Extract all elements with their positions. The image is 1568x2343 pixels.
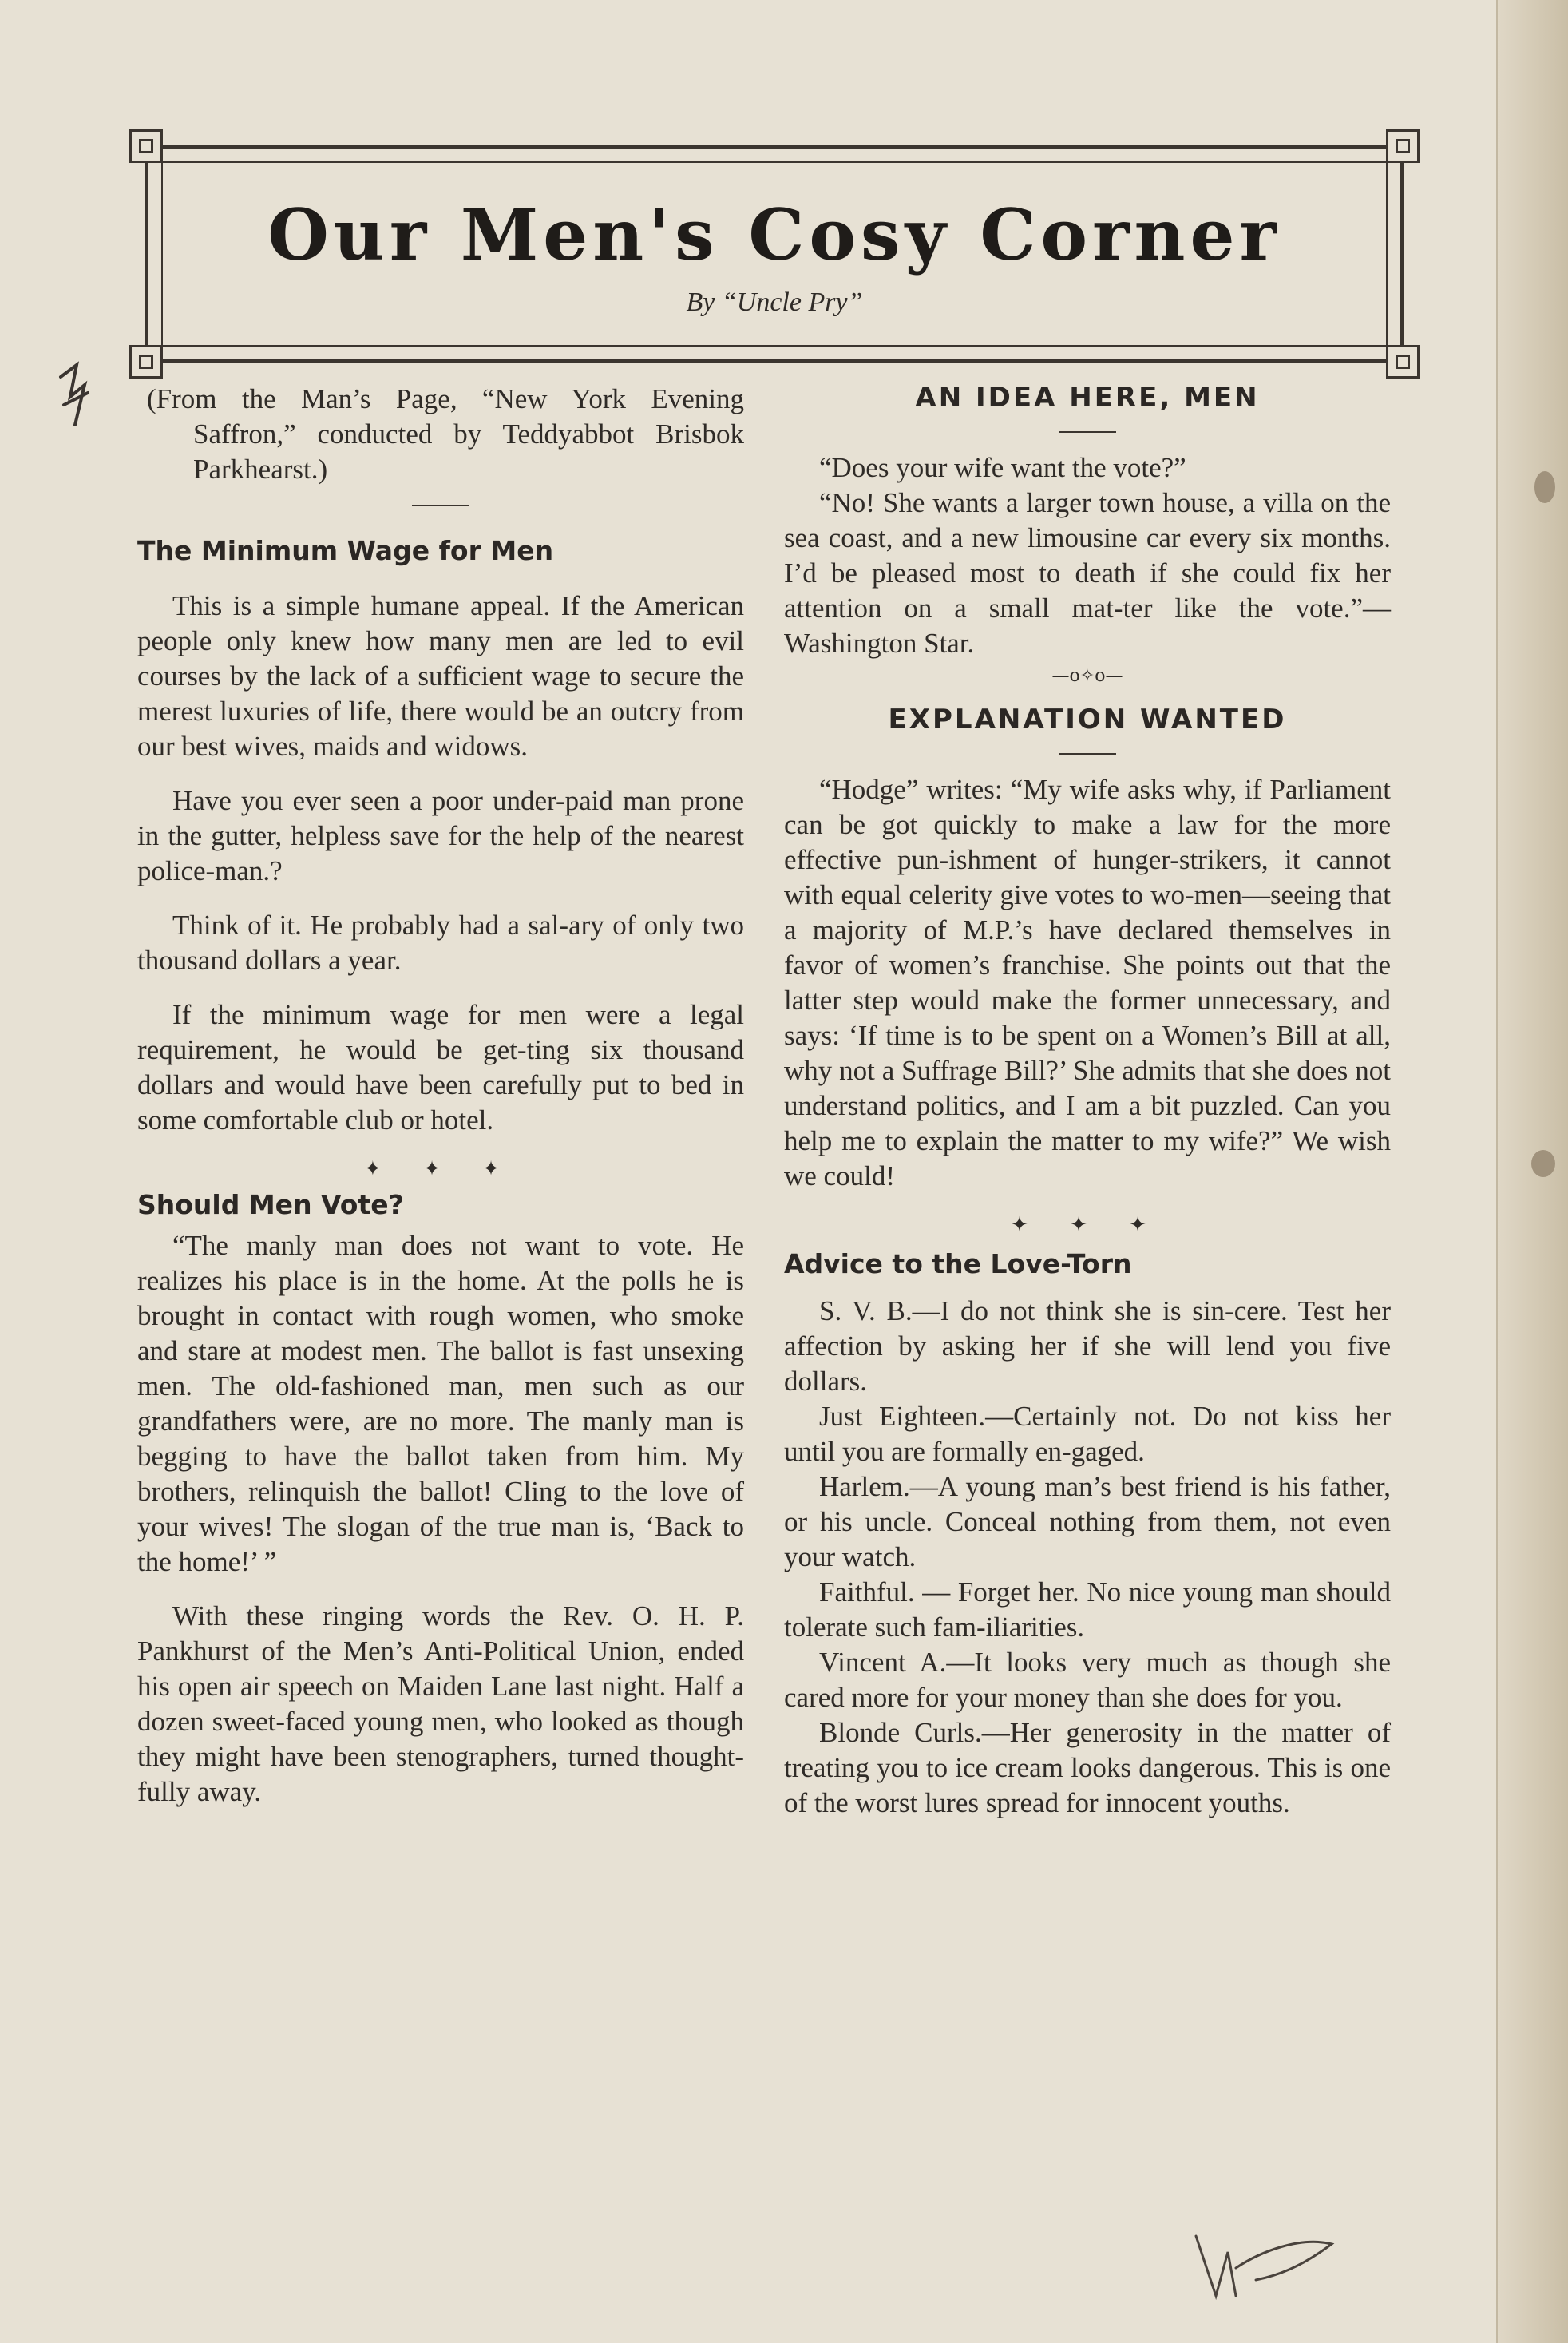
corner-ornament [1386, 129, 1420, 163]
page-edge [1496, 0, 1568, 2343]
masthead-frame [145, 145, 1404, 363]
section-title-minimum-wage: The Minimum Wage for Men [137, 535, 554, 566]
corner-ornament [129, 129, 163, 163]
section-rule [412, 505, 469, 506]
section-ornament: ✦ ✦ ✦ [1011, 1213, 1164, 1237]
mini-ornament: —o✧o— [1051, 666, 1123, 686]
paragraph: Have you ever seen a poor under-paid man prone in the gutter, helpless save for the help of the nearest police-man.? [137, 785, 744, 886]
section-ornament: ✦ ✦ ✦ [364, 1157, 517, 1181]
right-column [784, 382, 1391, 1821]
advice-item: Vincent A.—It looks very much as though she cared more for your money than she does for you. [784, 1647, 1391, 1713]
source-note: (From the Man’s Page, “New York Evening Saffron,” conducted by Teddyabbot Brisbok Parkhearst.) [147, 383, 744, 485]
paragraph: “The manly man does not want to vote. He realizes his place is in the home. At the polls he is brought in contact with rough women, who smoke and stare at modest men. The ballot is fast unsexing men. The old-fashioned man, men such as our grandfathers were, are no more. The manly man is begging to have the ballot taken from him. My brothers, relinquish the ballot! Cling to the love of your wives! The slogan of the true man is, ‘Back to the home!’ ” [137, 1230, 744, 1577]
section-title-advice: Advice to the Love-Torn [784, 1248, 1132, 1279]
section-title-explanation-wanted: EXPLANATION WANTED [888, 704, 1287, 735]
advice-item: Faithful. — Forget her. No nice young man should tolerate such fam-iliarities. [784, 1576, 1391, 1643]
byline: By “Uncle Pry” [686, 287, 863, 317]
paragraph: “Does your wife want the vote?” [819, 452, 1186, 483]
handwritten-mark [53, 361, 93, 449]
section-rule [1059, 753, 1116, 755]
handwritten-signature [1180, 2220, 1348, 2308]
left-column [137, 382, 744, 1829]
section-rule [1059, 431, 1116, 433]
corner-ornament [1386, 345, 1420, 379]
binding-spot [1531, 1150, 1555, 1177]
section-title-idea-here: AN IDEA HERE, MEN [915, 382, 1260, 414]
corner-ornament [129, 345, 163, 379]
page-edge-line [1496, 0, 1498, 2343]
paragraph: “No! She wants a larger town house, a villa on the sea coast, and a new limousine car every six months. I’d be pleased most to death if she could fix her attention on a small mat-ter like the vote.”—Washington Star. [784, 487, 1391, 659]
advice-item: Blonde Curls.—Her generosity in the matter of treating you to ice cream looks dangerous. This is one of the worst lures spread for innocent youths. [784, 1717, 1391, 1818]
advice-item: Harlem.—A young man’s best friend is his father, or his uncle. Conceal nothing from them, not even your watch. [784, 1471, 1391, 1572]
paragraph: Think of it. He probably had a sal-ary of only two thousand dollars a year. [137, 910, 744, 976]
section-title-should-men-vote: Should Men Vote? [137, 1189, 404, 1220]
binding-spot [1534, 471, 1555, 503]
advice-item: Just Eighteen.—Certainly not. Do not kiss her until you are formally en-gaged. [784, 1401, 1391, 1467]
paragraph: If the minimum wage for men were a legal requirement, he would be get-ting six thousand dollars and would have been carefully put to bed in some comfortable club or hotel. [137, 999, 744, 1136]
paragraph: This is a simple humane appeal. If the American people only knew how many men are led to evil courses by the lack of a sufficient wage to secure the merest luxuries of life, there would be an outcry from our best wives, maids and widows. [137, 590, 744, 762]
paragraph: With these ringing words the Rev. O. H. P. Pankhurst of the Men’s Anti-Political Union, ended his open air speech on Maiden Lane last night. Half a dozen sweet-faced young men, who looked as though they might have been stenographers, turned thought-fully away. [137, 1600, 744, 1807]
masthead-title: Our Men's Cosy Corner [267, 193, 1281, 276]
paragraph: “Hodge” writes: “My wife asks why, if Parliament can be got quickly to make a law for the more effective pun-ishment of hunger-strikers, it cannot with equal celerity give votes to wo-men—seeing that a majority of M.P.’s have declared themselves in favor of women’s franchise. She points out that the latter step would make the former unnecessary, and says: ‘If time is to be spent on a Women’s Bill at all, why not a Suffrage Bill?’ She admits that she does not understand politics, and I am a bit puzzled. Can you help me to explain the matter to my wife?” We wish we could! [784, 774, 1391, 1191]
advice-item: S. V. B.—I do not think she is sin-cere. Test her affection by asking her if she will lend you five dollars. [784, 1295, 1391, 1397]
